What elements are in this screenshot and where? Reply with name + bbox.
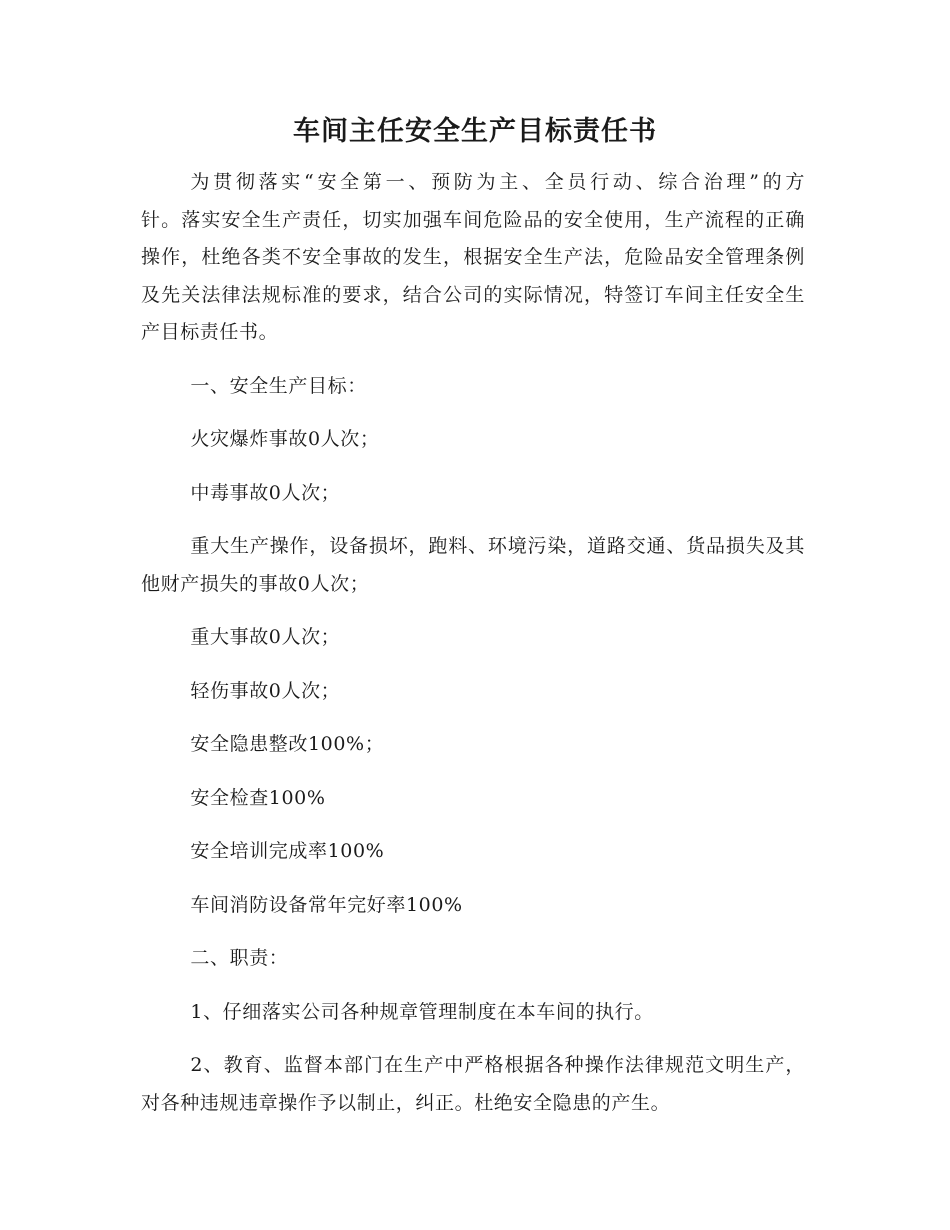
goal-item: 安全检查100% xyxy=(190,786,326,809)
goal-item: 安全隐患整改100%； xyxy=(190,733,385,755)
goal-item: 轻伤事故0人次； xyxy=(190,679,341,702)
goal-item: 安全培训完成率100% xyxy=(190,840,385,862)
duty-item: 2、教育、监督本部门在生产中严格根据各种操作法律规范文明生产，对各种违规违章操作予以制止，纠正。杜绝安全隐患的产生。 xyxy=(141,1054,805,1114)
goal-item: 重大事故0人次； xyxy=(190,626,341,648)
goal-item: 车间消防设备常年完好率100% xyxy=(190,893,463,916)
section-heading-goals: 一、安全生产目标： xyxy=(190,374,367,397)
goal-item: 中毒事故0人次； xyxy=(190,481,341,504)
section-heading-duties: 二、职责： xyxy=(190,947,289,969)
document-body xyxy=(141,164,805,1122)
document-title: 车间主任安全生产目标责任书 xyxy=(293,116,657,147)
goal-item: 火灾爆炸事故0人次； xyxy=(190,428,380,450)
duty-item: 1、仔细落实公司各种规章管理制度在本车间的执行。 xyxy=(190,1000,654,1023)
intro-paragraph-line-1: 为贯彻落实“安全第一、预防为主、全员行动、综合治理”的方 xyxy=(190,171,805,193)
goal-item: 重大生产操作，设备损坏，跑料、环境污染，道路交通、货品损失及其他财产损失的事故0人次； xyxy=(141,535,805,595)
intro-paragraph-rest: 针。落实安全生产责任，切实加强车间危险品的安全使用，生产流程的正确操作，杜绝各类不安全事故的发生，根据安全生产法，危险品安全管理条例及先关法律法规标准的要求，结合公司的实际情况，特签订车间主任安全生产目标责任书。 xyxy=(141,208,805,343)
